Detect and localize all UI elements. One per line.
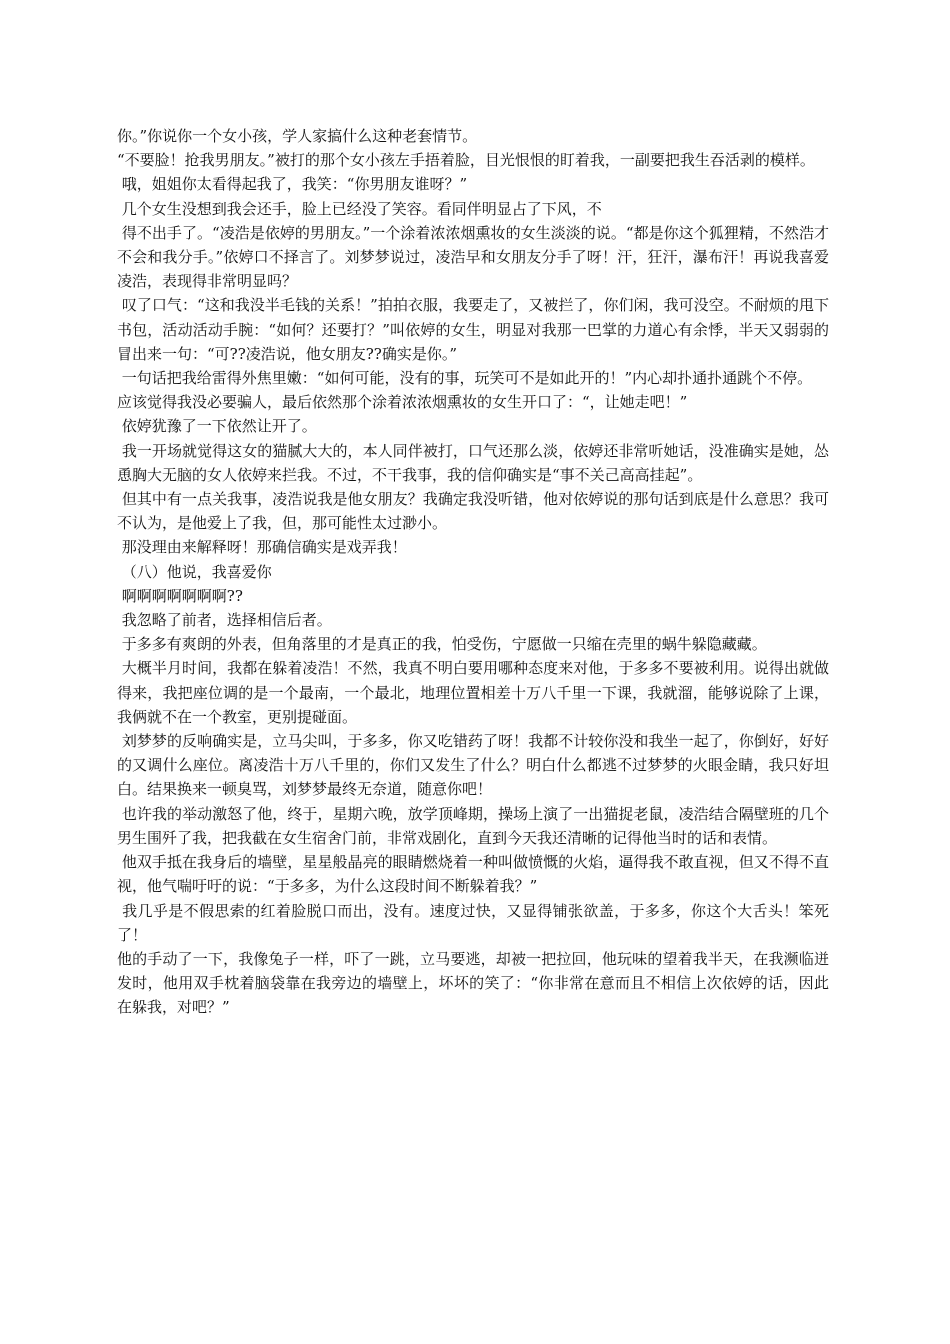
paragraph: 哦，姐姐你太看得起我了，我笑：“你男朋友谁呀？”: [117, 175, 468, 194]
paragraph: 我几乎是不假思索的红着脸脱口而出，没有。速度过快，又显得铺张欲盖，于多多，你这个大舌头！笨死了！: [117, 901, 829, 944]
section-heading: （八）他说，我喜爱你: [117, 562, 272, 581]
paragraph: 啊啊啊啊啊啊啊??: [117, 586, 243, 605]
paragraph: 但其中有一点关我事，凌浩说我是他女朋友？我确定我没听错，他对依婷说的那句话到底是什么意思？我可不认为，是他爱上了我，但，那可能性太过渺小。: [117, 490, 829, 533]
paragraph: 几个女生没想到我会还手，脸上已经没了笑容。看同伴明显占了下风，不: [117, 199, 602, 218]
paragraph: 刘梦梦的反响确实是，立马尖叫，于多多，你又吃错药了呀！我都不计较你没和我坐一起了，你倒好，好好的又调什么座位。离凌浩十万八千里的，你们又发生了什么？明白什么都逃不过梦梦的火眼金睛，我只好坦白。结果换来一顿臭骂，刘梦梦最终无奈道，随意你吧！: [117, 732, 829, 799]
paragraph: 依婷犹豫了一下依然让开了。: [117, 417, 317, 436]
paragraph: 叹了口气：“这和我没半毛钱的关系！”拍拍衣服，我要走了，又被拦了，你们闲，我可没空。不耐烦的甩下书包，活动活动手腕：“如何？还要打？”叫依婷的女生，明显对我那一巴掌的力道心有余悸，半天又弱弱的冒出来一句：“可??凌浩说，他女朋友??确实是你。”: [117, 296, 829, 363]
paragraph: 得不出手了。“凌浩是依婷的男朋友。”一个涂着浓浓烟熏妆的女生淡淡的说。“都是你这个狐狸精，不然浩才不会和我分手。”依婷口不择言了。刘梦梦说过，凌浩早和女朋友分手了呀！汗，狂汗，瀑布汗！再说我喜爱凌浩，表现得非常明显吗？: [117, 223, 829, 291]
paragraph: 他的手动了一下，我像兔子一样，吓了一跳，立马要逃，却被一把拉回，他玩味的望着我半天，在我濒临迸发时，他用双手枕着脑袋靠在我旁边的墙壁上，坏坏的笑了：“你非常在意而且不相信上次依婷的话，因此在躲我，对吧？”: [117, 949, 829, 1017]
paragraph: 他双手抵在我身后的墙壁，星星般晶亮的眼睛燃烧着一种叫做愤慨的火焰，逼得我不敢直视，但又不得不直视，他气喘吁吁的说：“于多多，为什么这段时间不断躲着我？”: [117, 853, 829, 896]
paragraph: “不要脸！抢我男朋友。”被打的那个女小孩左手捂着脸，目光恨恨的盯着我，一副要把我生吞活剥的模样。: [117, 151, 815, 170]
document-body: [117, 124, 829, 1020]
paragraph: 我忽略了前者，选择相信后者。: [117, 611, 332, 630]
paragraph: 你。”你说你一个女小孩，学人家搞什么这种老套情节。: [117, 127, 478, 145]
paragraph: 也许我的举动激怒了他，终于，星期六晚，放学顶峰期，操场上演了一出猫捉老鼠，凌浩结合隔壁班的几个男生围歼了我，把我截在女生宿舍门前，非常戏剧化，直到今天我还清晰的记得他当时的话和表情。: [117, 804, 829, 847]
paragraph: 那没理由来解释呀！那确信确实是戏弄我！: [117, 538, 407, 557]
paragraph: 一句话把我给雷得外焦里嫩：“如何可能，没有的事，玩笑可不是如此开的！”内心却扑通扑通跳个不停。: [117, 369, 813, 388]
paragraph: 大概半月时间，我都在躲着凌浩！不然，我真不明白要用哪种态度来对他，于多多不要被利用。说得出就做得来，我把座位调的是一个最南，一个最北，地理位置相差十万八千里一下课，我就溜，能够说除了上课，我俩就不在一个教室，更别提碰面。: [117, 659, 829, 726]
paragraph: 于多多有爽朗的外表，但角落里的才是真正的我，怕受伤，宁愿做一只缩在壳里的蜗牛躲隐藏藏。: [117, 635, 767, 654]
paragraph: 我一开场就觉得这女的猫腻大大的，本人同伴被打，口气还那么淡，依婷还非常听她话，没准确实是她，怂恿胸大无脑的女人依婷来拦我。不过，不干我事，我的信仰确实是“事不关己高高挂起”。: [117, 441, 829, 484]
paragraph: 应该觉得我没必要骗人，最后依然那个涂着浓浓烟熏妆的女生开口了：“，让她走吧！”: [117, 393, 688, 412]
